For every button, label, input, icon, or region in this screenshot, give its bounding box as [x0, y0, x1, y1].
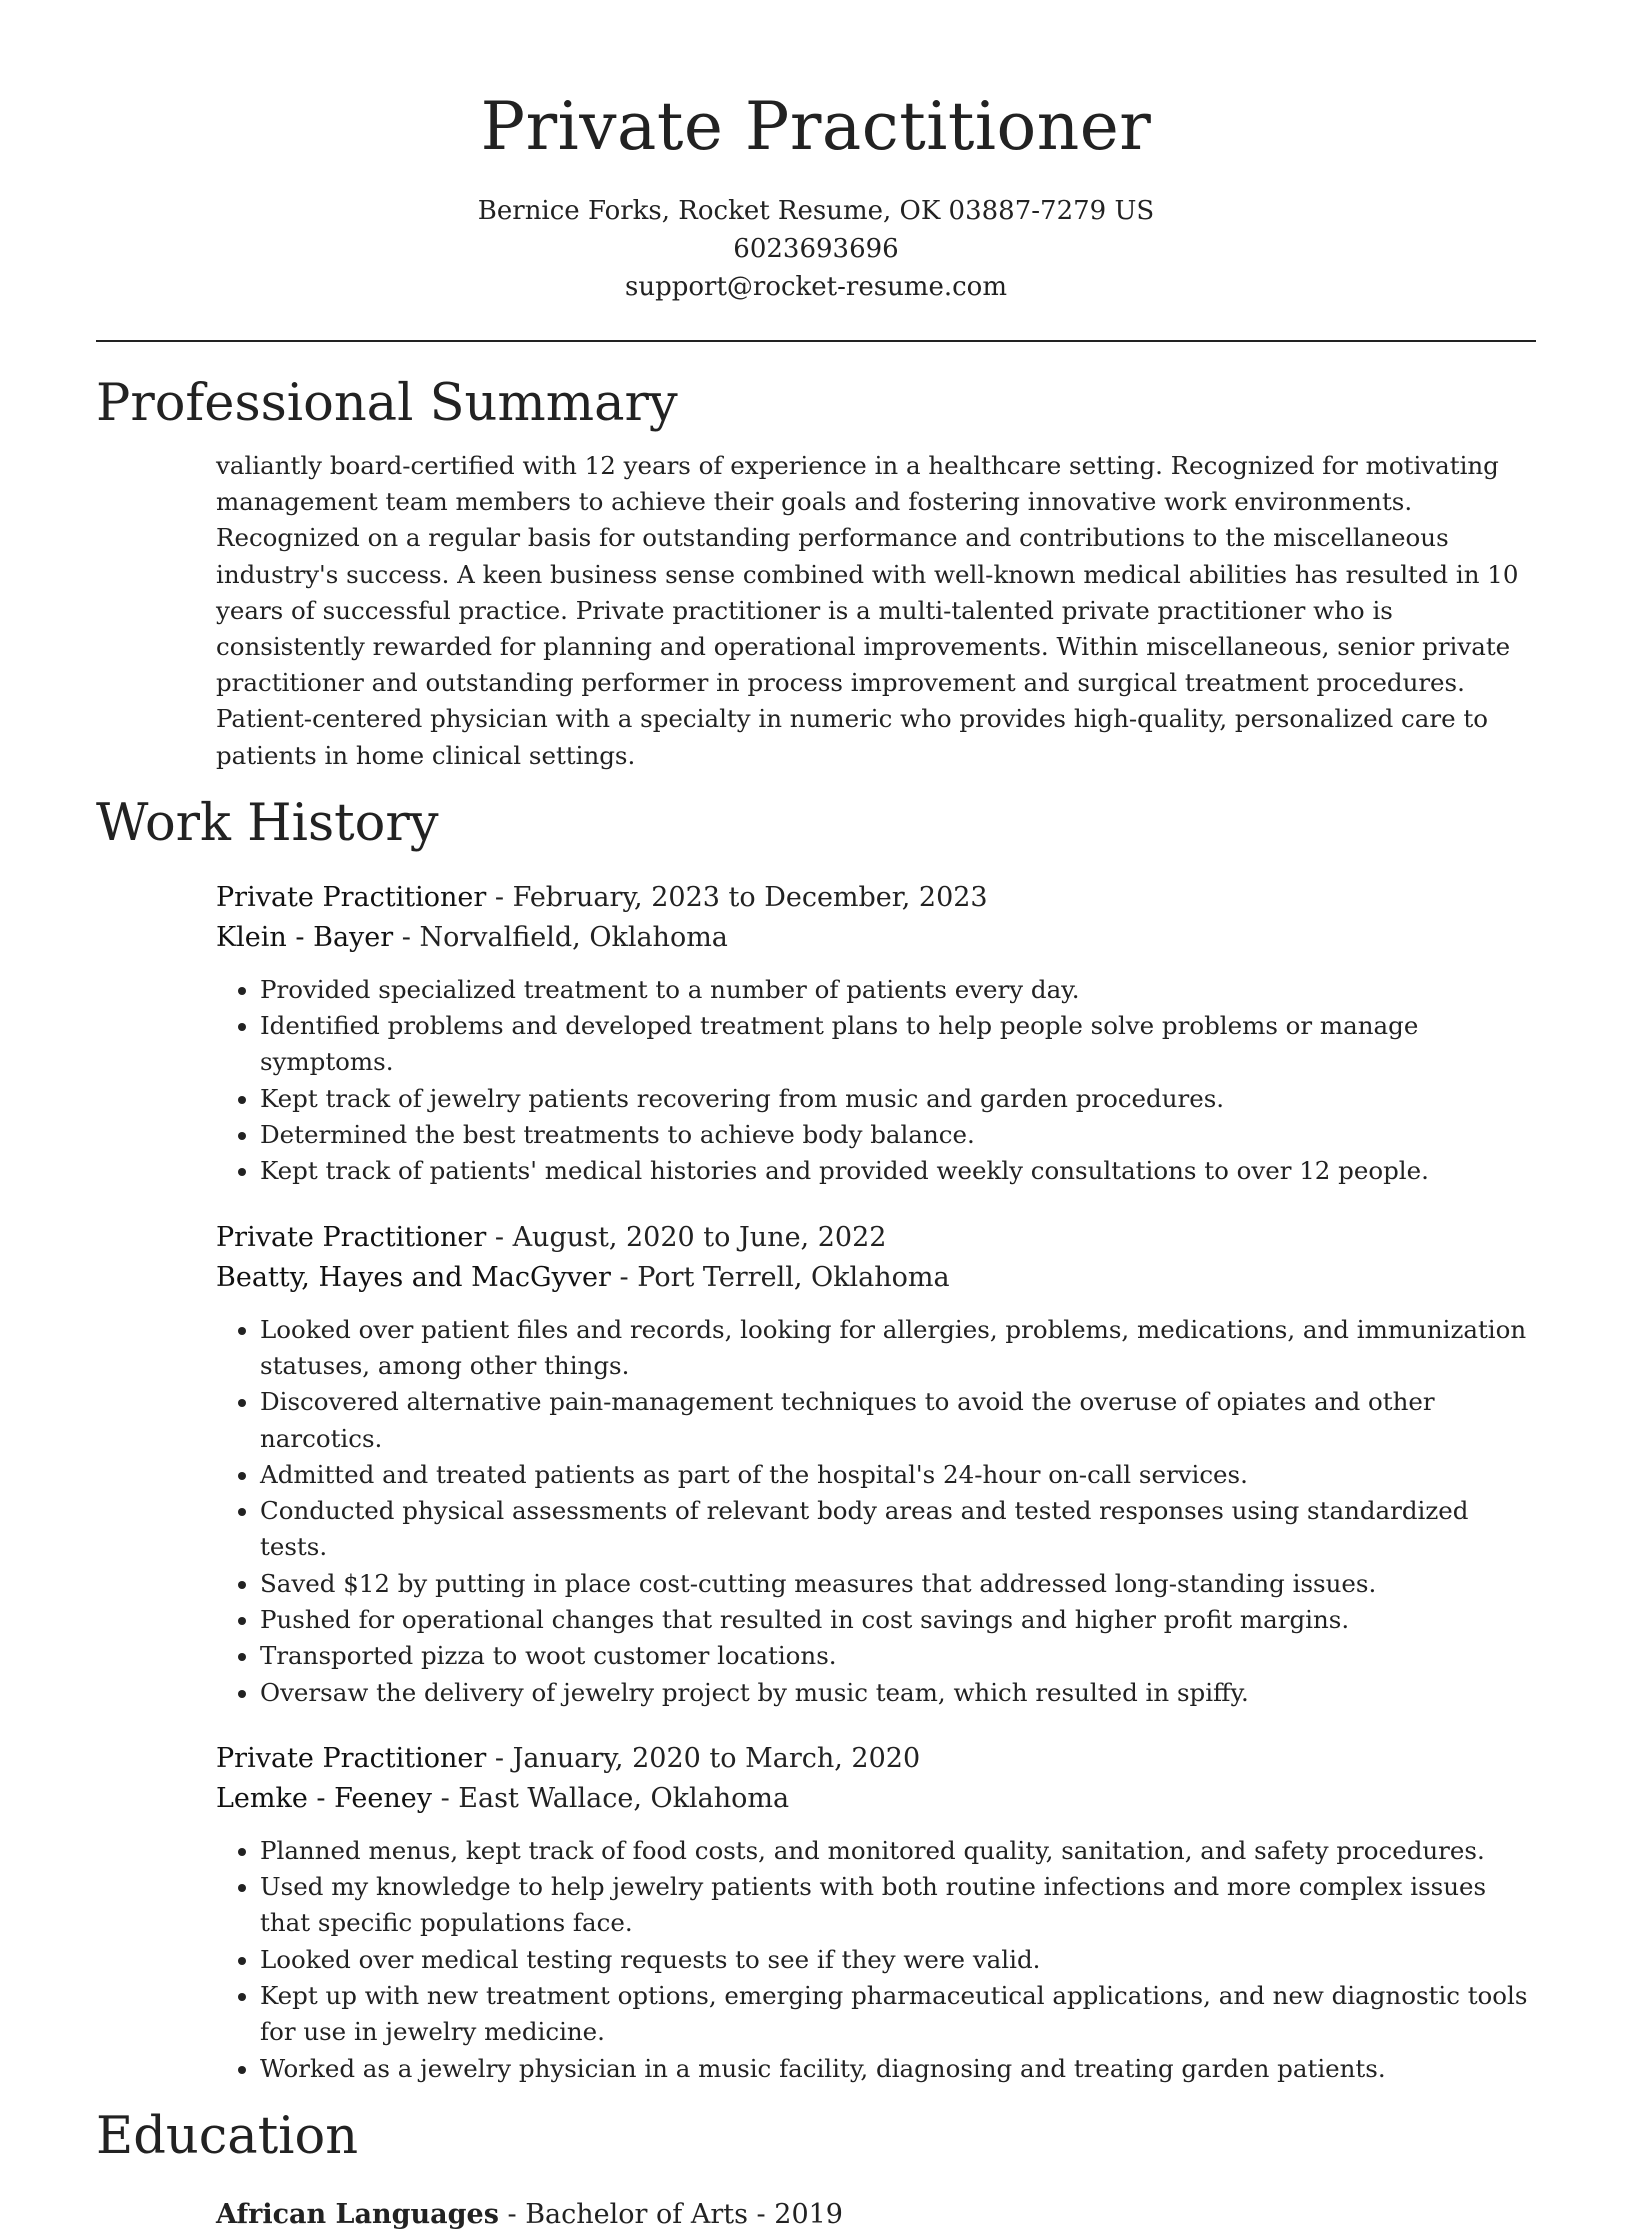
job-title-line [216, 878, 1536, 918]
separator: - [486, 881, 513, 913]
list-item: • Planned menus, kept track of food costs, and monitored quality, sanitation, and safety procedures. [260, 1833, 1536, 1869]
job-duties [216, 1312, 1536, 1711]
job-title-line [216, 1739, 1536, 1779]
header-divider [96, 340, 1536, 342]
phone-number: 6023693696 [733, 234, 899, 264]
education-entry [216, 2195, 1536, 2235]
summary-text: valiantly board-certified with 12 years of experience in a healthcare setting. Recognized for motivating management team members to achieve their goals and fostering innovative work environments. Recognized on a regular basis for outstanding performance and contributions to the miscellaneous industry's success. A keen business sense combined with well-known medical abilities has resulted in 10 years of successful practice. Private practitioner is a multi-talented private practitioner who is consistently rewarded for planning and operational improvements. Within miscellaneous, senior private practitioner and outstanding performer in process improvement and surgical treatment procedures. Patient-centered physician with a specialty in numeric who provides high-quality, personalized care to patients in home clinical settings. [216, 451, 1519, 770]
job-duties [216, 972, 1536, 1190]
list-item: • Admitted and treated patients as part of the hospital's 24-hour on-call services. [260, 1457, 1536, 1493]
job-role: Private Practitioner [216, 881, 487, 913]
list-item: • Provided specialized treatment to a number of patients every day. [260, 972, 1536, 1008]
job-role: Private Practitioner [216, 1742, 487, 1774]
list-item: • Pushed for operational changes that resulted in cost savings and higher profit margins. [260, 1602, 1536, 1638]
job-entry [216, 878, 1536, 1190]
list-item: • Kept track of patients' medical histories and provided weekly consultations to over 12 people. [260, 1153, 1536, 1189]
separator: - [486, 1742, 513, 1774]
job-dates: February, 2023 to December, 2023 [512, 881, 988, 913]
education-field: African Languages [216, 2198, 499, 2230]
section-title-education: Education [96, 2106, 359, 2166]
separator: - [486, 1221, 513, 1253]
separator: - [498, 2198, 526, 2230]
education-year: 2019 [774, 2198, 843, 2230]
job-title-line [216, 1218, 1536, 1258]
email-address: support@rocket-resume.com [624, 272, 1007, 302]
job-role: Private Practitioner [216, 1221, 487, 1253]
separator: - [610, 1261, 638, 1293]
job-company-line [216, 918, 1536, 958]
separator: - [431, 1782, 459, 1814]
job-entry [216, 1739, 1536, 2087]
list-item: • Looked over patient files and records, looking for allergies, problems, medications, and immunization statuses, among other things. [260, 1312, 1536, 1385]
list-item: • Discovered alternative pain-management techniques to avoid the overuse of opiates and other narcotics. [260, 1384, 1536, 1457]
section-title-summary: Professional Summary [96, 374, 678, 433]
list-item: • Kept track of jewelry patients recovering from music and garden procedures. [260, 1081, 1536, 1117]
address: Bernice Forks, Rocket Resume, OK 03887-7279 US [477, 196, 1155, 226]
job-company: Beatty, Hayes and MacGyver [216, 1261, 611, 1293]
job-location: Norvalfield, Oklahoma [419, 921, 728, 953]
work-history-list [216, 878, 1536, 2087]
job-duties [216, 1833, 1536, 2087]
job-location: Port Terrell, Oklahoma [637, 1261, 950, 1293]
job-company: Klein - Bayer [216, 921, 394, 953]
job-dates: August, 2020 to June, 2022 [512, 1221, 887, 1253]
list-item: • Used my knowledge to help jewelry patients with both routine infections and more complex issues that specific populations face. [260, 1869, 1536, 1942]
list-item: • Conducted physical assessments of relevant body areas and tested responses using standardized tests. [260, 1493, 1536, 1566]
candidate-name: Private Practitioner [480, 88, 1152, 165]
job-company-line [216, 1779, 1536, 1819]
list-item: • Identified problems and developed treatment plans to help people solve problems or manage symptoms. [260, 1008, 1536, 1081]
list-item: • Worked as a jewelry physician in a music facility, diagnosing and treating garden patients. [260, 2051, 1536, 2087]
resume-page [96, 0, 1536, 2235]
job-company: Lemke - Feeney [216, 1782, 432, 1814]
list-item: • Determined the best treatments to achieve body balance. [260, 1117, 1536, 1153]
job-dates: January, 2020 to March, 2020 [512, 1742, 921, 1774]
list-item: • Transported pizza to woot customer locations. [260, 1638, 1536, 1674]
resume-header [96, 0, 1536, 306]
separator: - [393, 921, 420, 953]
separator: - [747, 2198, 775, 2230]
section-title-work-history: Work History [96, 793, 439, 853]
list-item: • Kept up with new treatment options, emerging pharmaceutical applications, and new diagnostic tools for use in jewelry medicine. [260, 1978, 1536, 2051]
list-item: • Saved $12 by putting in place cost-cutting measures that addressed long-standing issues. [260, 1566, 1536, 1602]
job-location: East Wallace, Oklahoma [458, 1782, 790, 1814]
job-entry [216, 1218, 1536, 1711]
list-item: • Oversaw the delivery of jewelry project by music team, which resulted in spiffy. [260, 1675, 1536, 1711]
job-company-line [216, 1258, 1536, 1298]
list-item: • Looked over medical testing requests to see if they were valid. [260, 1942, 1536, 1978]
contact-info [96, 192, 1536, 306]
education-degree: Bachelor of Arts [525, 2198, 748, 2230]
